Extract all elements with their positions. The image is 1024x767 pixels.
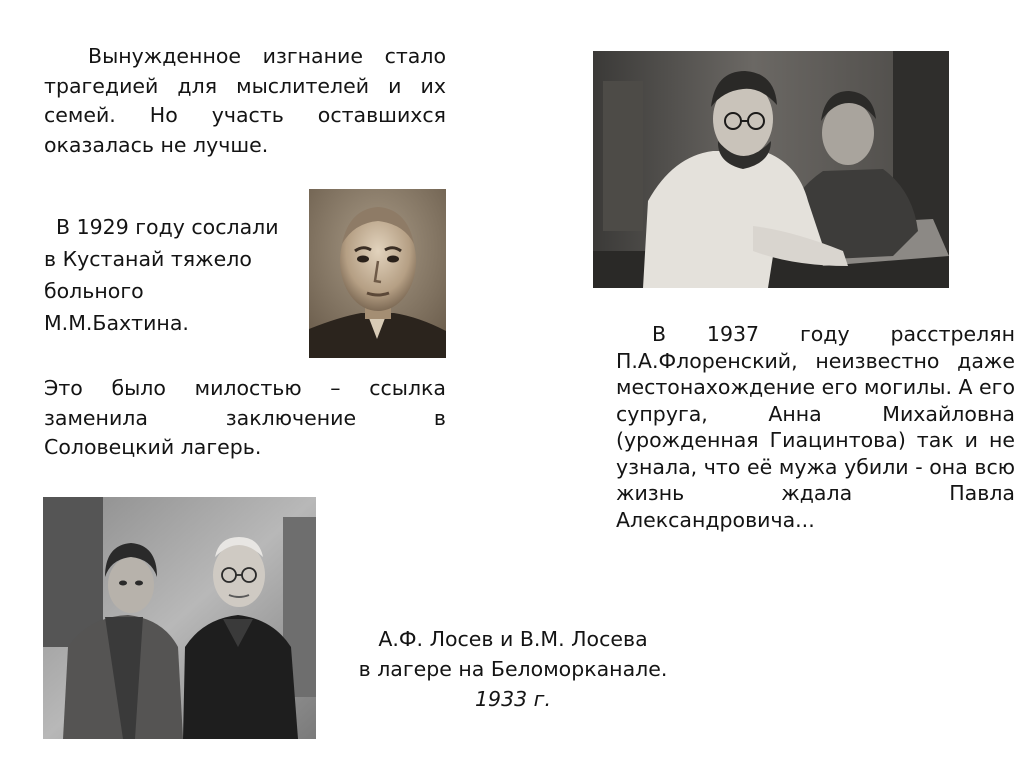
caption-line: А.Ф. Лосев и В.М. Лосева xyxy=(378,627,648,651)
text-line: П.А.Флоренский, неизвестно даже xyxy=(616,348,1015,373)
text-line: (урожденная Гиацинтова) так и не xyxy=(616,428,1015,452)
paragraph-exile xyxy=(44,42,446,160)
text-line: Это было милостью – ссылка xyxy=(44,376,446,400)
paragraph-mercy xyxy=(44,374,446,463)
caption-year: 1933 г. xyxy=(475,687,551,711)
text-line: семей. Но участь оставшихся xyxy=(44,103,446,127)
bakhtin-portrait-photo xyxy=(309,189,446,358)
text-line: заменила заключение в xyxy=(44,405,446,430)
text-line: узнала, что её мужа убили - она всю xyxy=(616,454,1015,479)
paragraph-bakhtin xyxy=(44,211,284,339)
text-line: трагедией для мыслителей и их xyxy=(44,73,446,98)
text-line: Вынужденное изгнание стало xyxy=(88,44,446,68)
text-line: в Кустанай тяжело xyxy=(44,247,252,271)
text-line: В 1929 году сослали xyxy=(56,215,279,239)
text-line: Соловецкий лагерь. xyxy=(44,435,262,459)
text-line: оказалась не лучше. xyxy=(44,132,269,157)
losev-couple-photo xyxy=(43,497,316,739)
text-line: жизнь ждала Павла xyxy=(616,481,1015,505)
text-line: М.М.Бахтина. xyxy=(44,311,189,335)
text-line: супруга, Анна Михайловна xyxy=(616,401,1015,426)
text-line: Александровича... xyxy=(616,507,815,532)
text-line: местонахождение его могилы. А его xyxy=(616,375,1015,399)
photo-caption xyxy=(348,624,678,714)
text-line: больного xyxy=(44,279,144,303)
florensky-photo xyxy=(593,51,949,288)
paragraph-florensky xyxy=(616,321,1015,533)
text-line: В 1937 году расстрелян xyxy=(652,322,1015,346)
caption-line: в лагере на Беломорканале. xyxy=(358,657,668,681)
